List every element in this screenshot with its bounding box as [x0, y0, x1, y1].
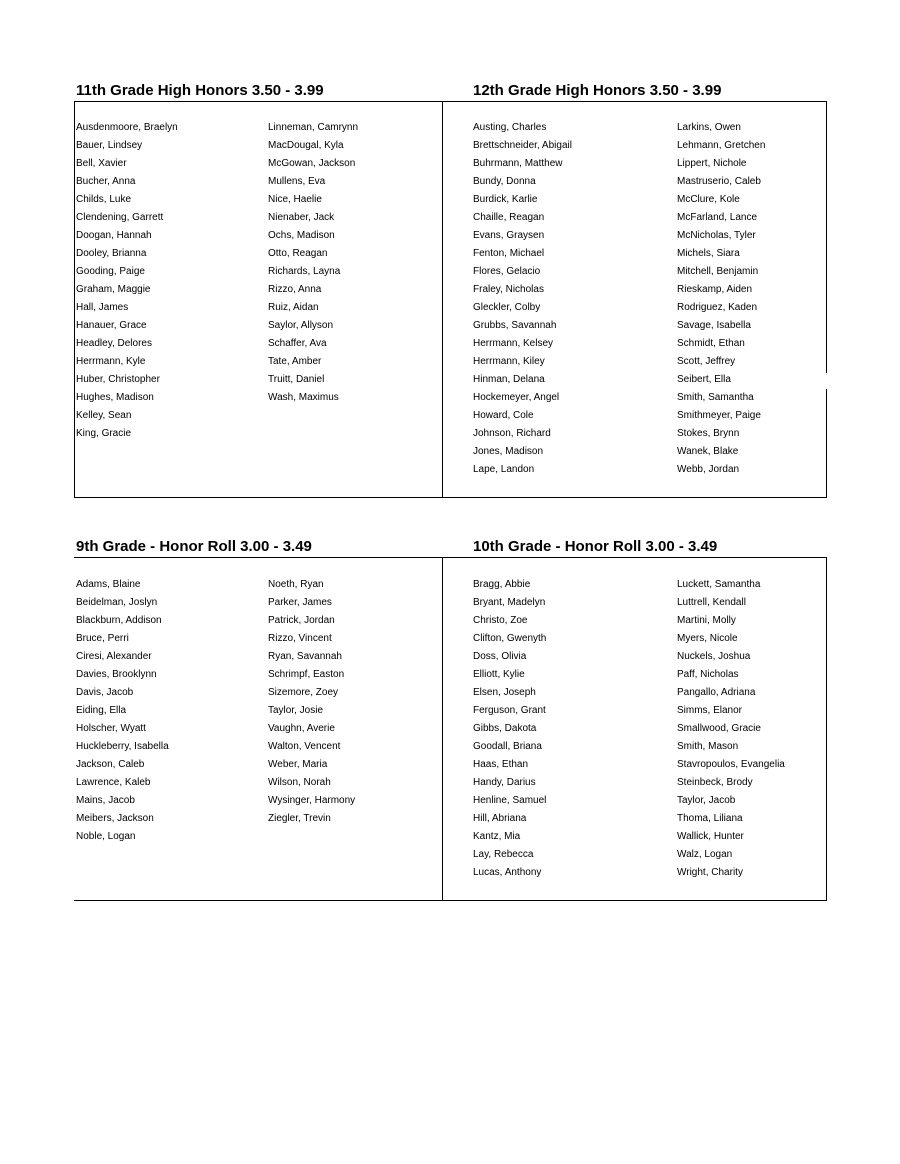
- student-name: Webb, Jordan: [677, 464, 740, 475]
- student-name: Evans, Graysen: [473, 230, 545, 241]
- student-name: Wright, Charity: [677, 867, 743, 878]
- student-name: Simms, Elanor: [677, 705, 743, 716]
- student-name: Lehmann, Gretchen: [677, 140, 766, 151]
- student-name: Walz, Logan: [677, 849, 733, 860]
- student-name: Kelley, Sean: [76, 410, 132, 421]
- student-name: Gleckler, Colby: [473, 302, 541, 313]
- student-name: Gibbs, Dakota: [473, 723, 537, 734]
- student-name: Doss, Olivia: [473, 651, 527, 662]
- student-name: Ruiz, Aidan: [268, 302, 319, 313]
- bottom-box-right-border: [826, 557, 827, 901]
- student-name: Ziegler, Trevin: [268, 813, 331, 824]
- student-name: Hill, Abriana: [473, 813, 527, 824]
- student-name: Weber, Maria: [268, 759, 328, 770]
- top-box-right-border-upper: [826, 101, 827, 373]
- student-name: McGowan, Jackson: [268, 158, 356, 169]
- student-name: Huckleberry, Isabella: [76, 741, 169, 752]
- section-title: 10th Grade - Honor Roll 3.00 - 3.49: [473, 538, 718, 555]
- student-name: MacDougal, Kyla: [268, 140, 344, 151]
- student-name: Austing, Charles: [473, 122, 547, 133]
- student-name: Larkins, Owen: [677, 122, 741, 133]
- student-name: Wanek, Blake: [677, 446, 739, 457]
- student-name: Herrmann, Kelsey: [473, 338, 554, 349]
- student-name: Thoma, Liliana: [677, 813, 743, 824]
- name-list-col2: [677, 119, 765, 479]
- student-name: Wilson, Norah: [268, 777, 331, 788]
- student-name: Nuckels, Joshua: [677, 651, 751, 662]
- student-name: Stokes, Brynn: [677, 428, 740, 439]
- student-name: Michels, Siara: [677, 248, 740, 259]
- student-name: Otto, Reagan: [268, 248, 328, 259]
- student-name: Lippert, Nichole: [677, 158, 747, 169]
- student-name: Christo, Zoe: [473, 615, 528, 626]
- student-name: Fenton, Michael: [473, 248, 545, 259]
- student-name: Scott, Jeffrey: [677, 356, 736, 367]
- student-name: Myers, Nicole: [677, 633, 738, 644]
- student-name: Taylor, Jacob: [677, 795, 736, 806]
- student-name: Chaille, Reagan: [473, 212, 545, 223]
- student-name: Smith, Samantha: [677, 392, 754, 403]
- name-list-col2: [677, 576, 785, 882]
- student-name: Luckett, Samantha: [677, 579, 761, 590]
- student-name: Clifton, Gwenyth: [473, 633, 547, 644]
- student-name: Fraley, Nicholas: [473, 284, 544, 295]
- student-name: Sizemore, Zoey: [268, 687, 339, 698]
- student-name: Burdick, Karlie: [473, 194, 538, 205]
- student-name: Adams, Blaine: [76, 579, 141, 590]
- student-name: Paff, Nicholas: [677, 669, 739, 680]
- student-name: Hughes, Madison: [76, 392, 154, 403]
- student-name: Seibert, Ella: [677, 374, 731, 385]
- student-name: Jones, Madison: [473, 446, 544, 457]
- student-name: Brettschneider, Abigail: [473, 140, 572, 151]
- student-name: Luttrell, Kendall: [677, 597, 746, 608]
- section-title: 9th Grade - Honor Roll 3.00 - 3.49: [76, 538, 312, 555]
- student-name: Flores, Gelacio: [473, 266, 541, 277]
- student-name: Hinman, Delana: [473, 374, 545, 385]
- student-name: Henline, Samuel: [473, 795, 547, 806]
- student-name: Lape, Landon: [473, 464, 535, 475]
- student-name: Graham, Maggie: [76, 284, 151, 295]
- student-name: Rieskamp, Aiden: [677, 284, 753, 295]
- student-name: Stavropoulos, Evangelia: [677, 759, 785, 770]
- student-name: Beidelman, Joslyn: [76, 597, 158, 608]
- student-name: Meibers, Jackson: [76, 813, 154, 824]
- student-name: Headley, Delores: [76, 338, 152, 349]
- student-name: Linneman, Camrynn: [268, 122, 359, 133]
- student-name: McClure, Kole: [677, 194, 740, 205]
- student-name: Truitt, Daniel: [268, 374, 325, 385]
- student-name: Bucher, Anna: [76, 176, 136, 187]
- student-name: King, Gracie: [76, 428, 132, 439]
- student-name: Bragg, Abbie: [473, 579, 531, 590]
- student-name: Huber, Christopher: [76, 374, 160, 385]
- top-box-bottom-border: [74, 497, 827, 498]
- student-name: Ciresi, Alexander: [76, 651, 152, 662]
- student-name: Hall, James: [76, 302, 129, 313]
- name-list-col2: [268, 119, 358, 407]
- student-name: Lawrence, Kaleb: [76, 777, 151, 788]
- student-name: Eiding, Ella: [76, 705, 127, 716]
- student-name: Savage, Isabella: [677, 320, 751, 331]
- student-name: Mains, Jacob: [76, 795, 135, 806]
- top-box-divider: [442, 101, 443, 498]
- bottom-box-bottom-border: [74, 900, 827, 901]
- student-name: Schaffer, Ava: [268, 338, 327, 349]
- student-name: Johnson, Richard: [473, 428, 551, 439]
- student-name: Noeth, Ryan: [268, 579, 324, 590]
- student-name: Hockemeyer, Angel: [473, 392, 560, 403]
- student-name: Herrmann, Kiley: [473, 356, 545, 367]
- student-name: Childs, Luke: [76, 194, 132, 205]
- student-name: Clendening, Garrett: [76, 212, 164, 223]
- student-name: Jackson, Caleb: [76, 759, 145, 770]
- name-list-col1: [473, 576, 546, 882]
- name-list-col1: [76, 576, 169, 846]
- student-name: Smith, Mason: [677, 741, 739, 752]
- student-name: Wallick, Hunter: [677, 831, 744, 842]
- name-list-col1: [76, 119, 178, 443]
- student-name: Saylor, Allyson: [268, 320, 334, 331]
- student-name: Ausdenmoore, Braelyn: [76, 122, 178, 133]
- student-name: Herrmann, Kyle: [76, 356, 146, 367]
- student-name: Hanauer, Grace: [76, 320, 147, 331]
- top-box-left-border: [74, 101, 75, 498]
- student-name: Schmidt, Ethan: [677, 338, 745, 349]
- student-name: Wysinger, Harmony: [268, 795, 356, 806]
- student-name: Lay, Rebecca: [473, 849, 534, 860]
- student-name: Vaughn, Averie: [268, 723, 335, 734]
- section-title: 11th Grade High Honors 3.50 - 3.99: [76, 82, 324, 99]
- student-name: Mastruserio, Caleb: [677, 176, 761, 187]
- student-name: Taylor, Josie: [268, 705, 324, 716]
- name-list-col2: [268, 576, 355, 828]
- student-name: Doogan, Hannah: [76, 230, 152, 241]
- student-name: Nienaber, Jack: [268, 212, 335, 223]
- student-name: Bruce, Perri: [76, 633, 129, 644]
- student-name: Noble, Logan: [76, 831, 136, 842]
- student-name: Goodall, Briana: [473, 741, 542, 752]
- student-name: Grubbs, Savannah: [473, 320, 557, 331]
- student-name: Bell, Xavier: [76, 158, 127, 169]
- student-name: Nice, Haelie: [268, 194, 322, 205]
- student-name: Davis, Jacob: [76, 687, 134, 698]
- student-name: Ryan, Savannah: [268, 651, 342, 662]
- bottom-box-top-border: [74, 557, 827, 558]
- student-name: Bundy, Donna: [473, 176, 536, 187]
- student-name: Lucas, Anthony: [473, 867, 542, 878]
- student-name: Mullens, Eva: [268, 176, 326, 187]
- section-title: 12th Grade High Honors 3.50 - 3.99: [473, 82, 722, 99]
- student-name: Buhrmann, Matthew: [473, 158, 563, 169]
- student-name: Holscher, Wyatt: [76, 723, 146, 734]
- student-name: Walton, Vencent: [268, 741, 341, 752]
- student-name: Howard, Cole: [473, 410, 534, 421]
- student-name: Smithmeyer, Paige: [677, 410, 761, 421]
- student-name: McFarland, Lance: [677, 212, 758, 223]
- student-name: Ochs, Madison: [268, 230, 335, 241]
- student-name: Rizzo, Anna: [268, 284, 322, 295]
- student-name: Davies, Brooklynn: [76, 669, 157, 680]
- student-name: Rizzo, Vincent: [268, 633, 332, 644]
- student-name: Martini, Molly: [677, 615, 736, 626]
- top-box-top-border: [74, 101, 827, 102]
- student-name: McNicholas, Tyler: [677, 230, 756, 241]
- student-name: Haas, Ethan: [473, 759, 529, 770]
- student-name: Schrimpf, Easton: [268, 669, 345, 680]
- student-name: Blackburn, Addison: [76, 615, 162, 626]
- top-box-right-border-lower: [826, 389, 827, 498]
- student-name: Richards, Layna: [268, 266, 341, 277]
- student-name: Parker, James: [268, 597, 332, 608]
- student-name: Wash, Maximus: [268, 392, 339, 403]
- student-name: Patrick, Jordan: [268, 615, 335, 626]
- student-name: Mitchell, Benjamin: [677, 266, 759, 277]
- student-name: Elliott, Kylie: [473, 669, 525, 680]
- student-name: Gooding, Paige: [76, 266, 145, 277]
- student-name: Pangallo, Adriana: [677, 687, 756, 698]
- student-name: Smallwood, Gracie: [677, 723, 761, 734]
- student-name: Kantz, Mia: [473, 831, 521, 842]
- student-name: Dooley, Brianna: [76, 248, 147, 259]
- student-name: Bauer, Lindsey: [76, 140, 143, 151]
- student-name: Elsen, Joseph: [473, 687, 536, 698]
- name-list-col1: [473, 119, 572, 479]
- bottom-box-divider: [442, 557, 443, 901]
- student-name: Steinbeck, Brody: [677, 777, 753, 788]
- student-name: Ferguson, Grant: [473, 705, 546, 716]
- student-name: Bryant, Madelyn: [473, 597, 546, 608]
- student-name: Tate, Amber: [268, 356, 322, 367]
- student-name: Rodriguez, Kaden: [677, 302, 758, 313]
- student-name: Handy, Darius: [473, 777, 536, 788]
